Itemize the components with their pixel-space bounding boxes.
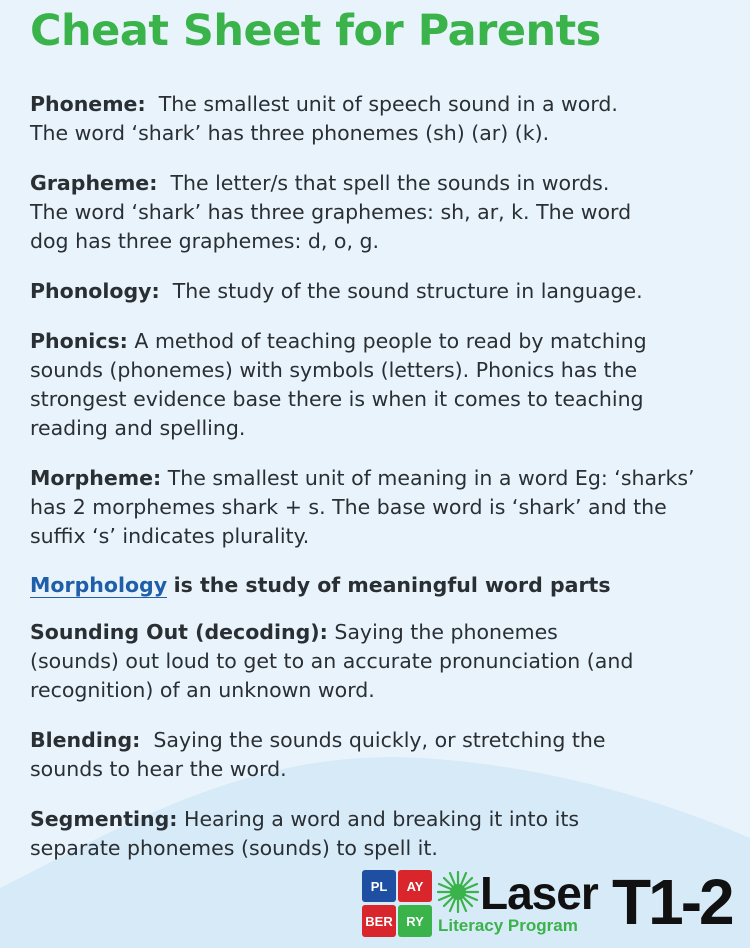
definition-segmenting [30, 805, 720, 863]
playberry-tile: AY [398, 870, 432, 902]
definition-text: A method of teaching people to read by matching [134, 329, 647, 353]
term-sounding-out: Sounding Out (decoding): [30, 620, 328, 644]
term-code: T1-2 [612, 866, 732, 938]
brand-logo [362, 866, 742, 940]
definition-blending [30, 726, 720, 784]
term-grapheme: Grapheme: [30, 171, 158, 195]
definition-text: recognition) of an unknown word. [30, 678, 375, 702]
laser-wordmark: Laser [480, 867, 598, 919]
definition-text: suffix ‘s’ indicates plurality. [30, 524, 310, 548]
definition-text: The letter/s that spell the sounds in words. [170, 171, 610, 195]
literacy-program-label: Literacy Program [438, 916, 578, 935]
definition-text: separate phonemes (sounds) to spell it. [30, 836, 438, 860]
definition-text: The smallest unit of speech sound in a word. [158, 92, 618, 116]
definition-text: dog has three graphemes: d, o, g. [30, 229, 380, 253]
definition-text: (sounds) out loud to get to an accurate pronunciation (and [30, 649, 634, 673]
definition-text: has 2 morphemes shark + s. The base word is ‘shark’ and the [30, 495, 667, 519]
morphology-link[interactable]: Morphology [30, 573, 168, 597]
definition-grapheme [30, 169, 720, 256]
playberry-logo [362, 870, 434, 940]
definition-text: Saying the sounds quickly, or stretching the [153, 728, 606, 752]
definition-phonics [30, 327, 720, 443]
playberry-tile: PL [362, 870, 396, 902]
term-segmenting: Segmenting: [30, 807, 178, 831]
definition-text: sounds (phonemes) with symbols (letters). Phonics has the [30, 358, 638, 382]
playberry-tile: RY [398, 905, 432, 937]
term-morpheme: Morpheme: [30, 466, 162, 490]
definition-text: sounds to hear the word. [30, 757, 287, 781]
definition-text: The word ‘shark’ has three phonemes (sh) (ar) (k). [30, 121, 550, 145]
definition-text: The smallest unit of meaning in a word Eg: ‘sharks’ [167, 466, 695, 490]
definition-text: The study of the sound structure in language. [172, 279, 643, 303]
laser-star-icon [436, 870, 480, 914]
definition-text: is the study of meaningful word parts [173, 573, 611, 597]
definition-text: strongest evidence base there is when it comes to teaching [30, 387, 644, 411]
term-phonics: Phonics: [30, 329, 128, 353]
definition-morphology [30, 571, 720, 600]
term-phoneme: Phoneme: [30, 92, 146, 116]
definition-text: reading and spelling. [30, 416, 246, 440]
definition-phoneme [30, 90, 720, 148]
page-title: Cheat Sheet for Parents [30, 6, 601, 56]
definitions-list [30, 90, 720, 863]
definition-text: The word ‘shark’ has three graphemes: sh, ar, k. The word [30, 200, 632, 224]
definition-text: Hearing a word and breaking it into its [184, 807, 580, 831]
definition-text: Saying the phonemes [334, 620, 558, 644]
term-blending: Blending: [30, 728, 141, 752]
playberry-tile: BER [362, 905, 396, 937]
term-phonology: Phonology: [30, 279, 160, 303]
definition-phonology [30, 277, 720, 306]
definition-sounding-out [30, 618, 720, 705]
definition-morpheme [30, 464, 720, 551]
